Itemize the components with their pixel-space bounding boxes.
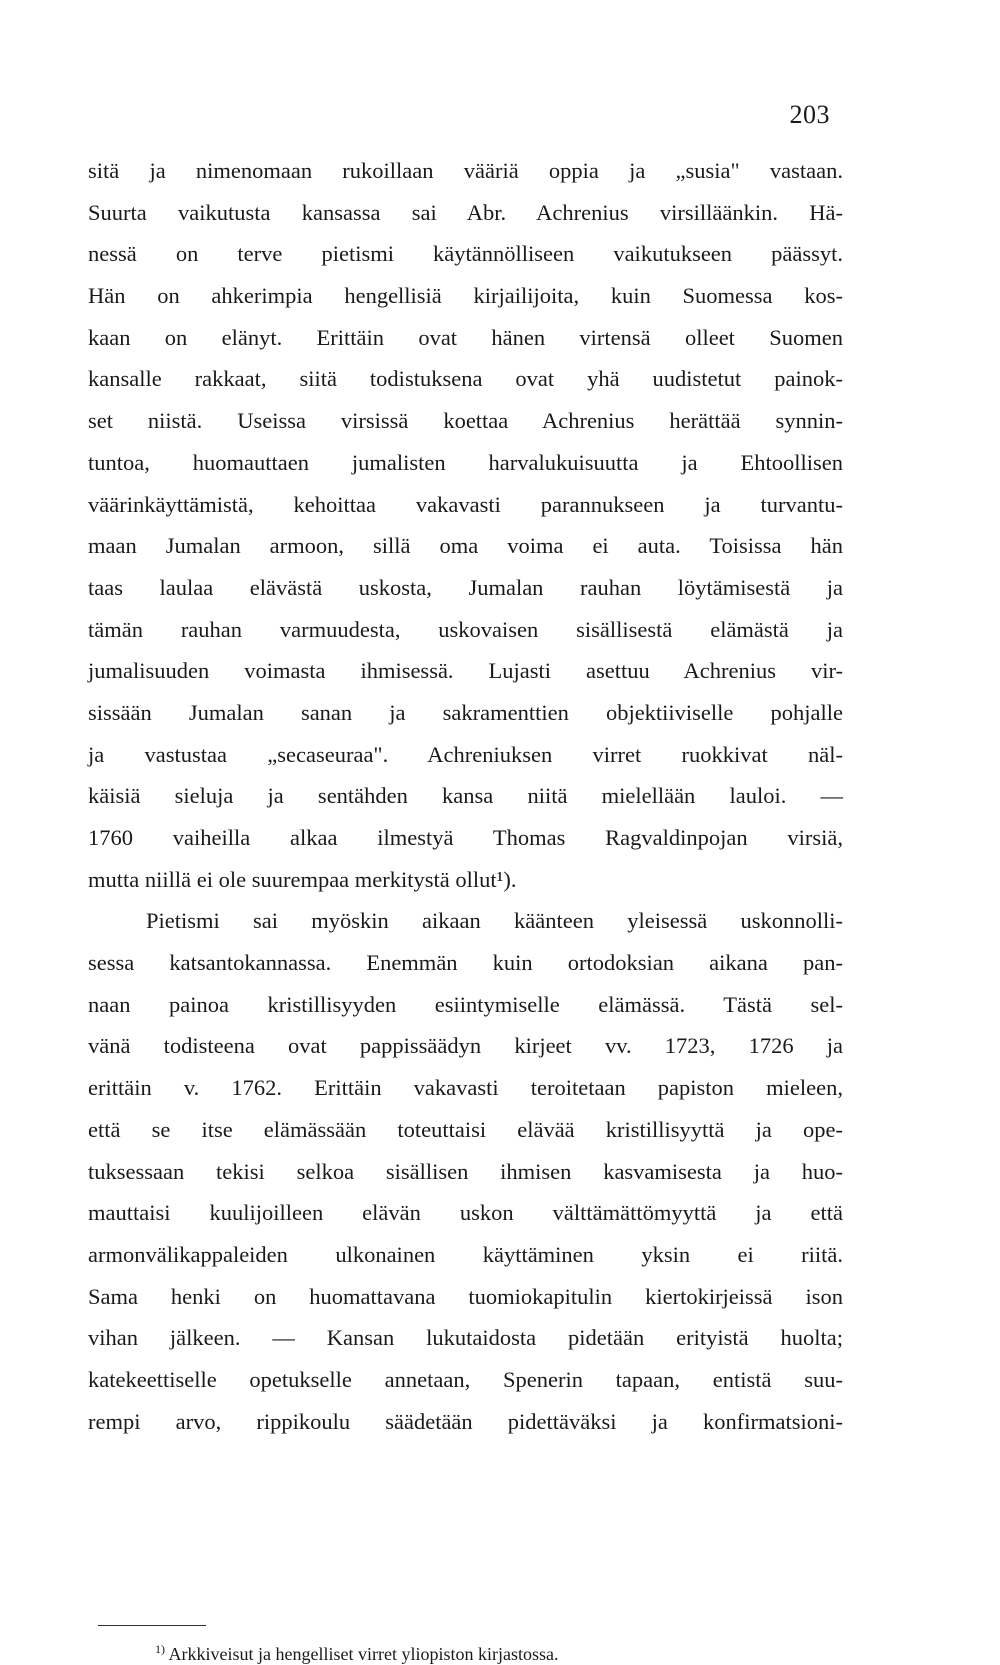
- page-number: 203: [789, 100, 830, 129]
- text-line: 1760 vaiheilla alkaa ilmestyä Thomas Ragvaldinpojan virsiä,: [88, 825, 843, 850]
- text-line: jumalisuuden voimasta ihmisessä. Lujasti asettuu Achrenius vir-: [88, 658, 843, 684]
- footnote-divider: [98, 1625, 206, 1626]
- text-line: vihan jälkeen. — Kansan lukutaidosta pidetään erityistä huolta;: [88, 1325, 843, 1351]
- text-line: taas laulaa elävästä uskosta, Jumalan rauhan löytämisestä ja: [88, 574, 843, 600]
- text-line: vänä todisteena ovat pappissäädyn kirjeet vv. 1723, 1726 ja: [88, 1033, 843, 1059]
- text-line: käisiä sieluja ja sentähden kansa niitä mielellään lauloi. —: [88, 783, 843, 809]
- text-line: erittäin v. 1762. Erittäin vakavasti teroitetaan papiston mieleen,: [88, 1075, 843, 1101]
- text-line: että se itse elämässään toteuttaisi elävää kristillisyyttä ja ope-: [88, 1116, 843, 1142]
- text-line: nessä on terve pietismi käytännölliseen vaikutukseen päässyt.: [88, 241, 843, 267]
- text-line: sissään Jumalan sanan ja sakramenttien objektiiviselle pohjalle: [88, 699, 843, 725]
- footnote-text: Arkkiveisut ja hengelliset virret yliopiston kirjastossa.: [168, 1644, 559, 1664]
- text-line: maan Jumalan armoon, sillä oma voima ei auta. Toisissa hän: [88, 533, 843, 559]
- text-line: kaan on elänyt. Erittäin ovat hänen virtensä olleet Suomen: [88, 324, 843, 350]
- footnote: [155, 1638, 835, 1665]
- text-line: kansalle rakkaat, siitä todistuksena ovat yhä uudistetut painok-: [88, 366, 843, 392]
- text-line: naan painoa kristillisyyden esiintymiselle elämässä. Tästä sel-: [88, 991, 843, 1017]
- text-line: set niistä. Useissa virsissä koettaa Achrenius herättää synnin-: [88, 408, 843, 434]
- text-line: katekeettiselle opetukselle annetaan, Spenerin tapaan, entistä suu-: [88, 1366, 843, 1392]
- text-line: Pietismi sai myöskin aikaan käänteen yleisessä uskonnolli-: [146, 908, 843, 934]
- text-line: tämän rauhan varmuudesta, uskovaisen sisällisestä elämästä ja: [88, 616, 843, 642]
- footnote-marker: 1): [155, 1642, 165, 1656]
- text-line: tuksessaan tekisi selkoa sisällisen ihmisen kasvamisesta ja huo-: [88, 1158, 843, 1184]
- text-line: mauttaisi kuulijoilleen elävän uskon välttämättömyyttä ja että: [88, 1200, 843, 1226]
- text-line: tuntoa, huomauttaen jumalisten harvalukuisuutta ja Ehtoollisen: [88, 449, 843, 475]
- text-line: Sama henki on huomattavana tuomiokapitulin kiertokirjeissä ison: [88, 1283, 843, 1309]
- text-line: armonvälikappaleiden ulkonainen käyttäminen yksin ei riitä.: [88, 1241, 843, 1267]
- text-line: sessa katsantokannassa. Enemmän kuin ortodoksian aikana pan-: [88, 950, 843, 976]
- text-line: rempi arvo, rippikoulu säädetään pidettäväksi ja konfirmatsioni-: [88, 1408, 843, 1434]
- text-line: väärinkäyttämistä, kehoittaa vakavasti parannukseen ja turvantu-: [88, 491, 843, 517]
- text-line: Suurta vaikutusta kansassa sai Abr. Achrenius virsilläänkin. Hä-: [88, 199, 843, 225]
- text-line: Hän on ahkerimpia hengellisiä kirjailijoita, kuin Suomessa kos-: [88, 283, 843, 309]
- body-text: [88, 150, 843, 1442]
- text-line: sitä ja nimenomaan rukoillaan vääriä oppia ja „susia" vastaan.: [88, 158, 843, 183]
- text-line: mutta niillä ei ole suurempaa merkitystä ollut¹).: [88, 866, 517, 892]
- text-line: ja vastustaa „secaseuraa". Achreniuksen virret ruokkivat näl-: [88, 741, 843, 767]
